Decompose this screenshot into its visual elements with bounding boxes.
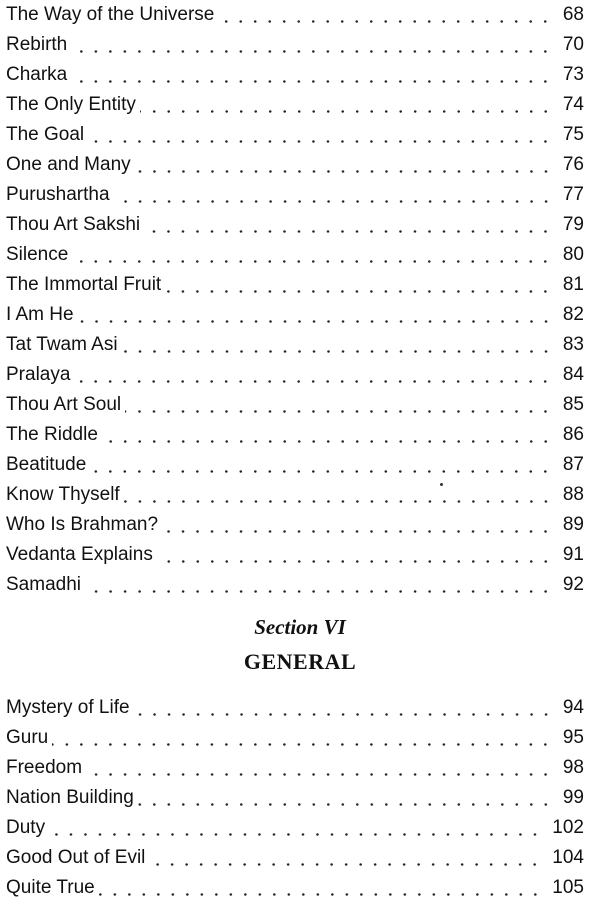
toc-entry-page-number: 75 [562,124,584,145]
toc-entry-title: Mystery of Life [6,697,130,718]
toc-entry-page-number: 94 [562,697,584,718]
dot-leader [125,410,553,413]
dot-leader [71,50,553,53]
dot-leader [144,230,553,233]
toc-entry [6,540,584,570]
dot-leader [162,530,553,533]
toc-entry [6,120,584,150]
toc-entry-page-number: 104 [552,847,584,868]
toc-entry-page-number: 102 [552,817,584,838]
toc-list-lower [6,693,584,903]
toc-entry-title: Nation Building [6,787,134,808]
dot-leader [114,200,553,203]
toc-entry-page-number: 92 [562,574,584,595]
toc-entry-page-number: 81 [562,274,584,295]
toc-entry [6,60,584,90]
toc-entry [6,270,584,300]
dot-leader [74,380,552,383]
toc-entry-title: Vedanta Explains [6,544,153,565]
toc-entry [6,510,584,540]
toc-entry-title: Quite True [6,877,95,898]
toc-entry [6,30,584,60]
toc-entry-title: The Riddle [6,424,98,445]
toc-entry [6,0,584,30]
dot-leader [85,590,553,593]
section-label: Section VI [254,615,346,639]
toc-entry-page-number: 85 [562,394,584,415]
toc-entry-title: Purushartha [6,184,110,205]
toc-entry-title: One and Many [6,154,131,175]
toc-entry-title: Samadhi [6,574,81,595]
toc-entry-page-number: 91 [562,544,584,565]
dot-leader [102,440,553,443]
toc-entry-title: Silence [6,244,69,265]
dot-leader [165,290,553,293]
print-speck [440,483,443,486]
toc-entry [6,180,584,210]
toc-entry-page-number: 84 [562,364,584,385]
toc-entry-page-number: 89 [562,514,584,535]
toc-entry-page-number: 88 [562,484,584,505]
toc-entry [6,420,584,450]
toc-entry [6,693,584,723]
toc-entry-title: Thou Art Soul [6,394,122,415]
toc-entry [6,783,584,813]
toc-entry [6,300,584,330]
dot-leader [134,713,553,716]
toc-entry-title: Guru [6,727,49,748]
toc-entry-title: I Am He [6,304,74,325]
toc-entry-title: Duty [6,817,46,838]
toc-entry-page-number: 105 [552,877,584,898]
dot-leader [157,560,553,563]
toc-entry [6,480,584,510]
toc-entry [6,150,584,180]
dot-leader [149,863,542,866]
toc-entry [6,843,584,873]
toc-entry-page-number: 70 [562,34,584,55]
toc-entry [6,813,584,843]
toc-entry [6,390,584,420]
toc-entry-title: Good Out of Evil [6,847,146,868]
toc-entry-page-number: 83 [562,334,584,355]
toc-entry-title: Freedom [6,757,83,778]
dot-leader [71,80,553,83]
toc-entry-page-number: 95 [562,727,584,748]
toc-entry-title: Who Is Brahman? [6,514,159,535]
toc-entry-title: Thou Art Sakshi [6,214,141,235]
toc-entry [6,240,584,270]
toc-entry-title: Pralaya [6,364,71,385]
dot-leader [52,743,553,746]
toc-entry-page-number: 76 [562,154,584,175]
toc-entry-page-number: 87 [562,454,584,475]
dot-leader [124,500,553,503]
toc-entry [6,210,584,240]
dot-leader [99,893,543,896]
dot-leader [88,140,553,143]
toc-list-upper [6,0,584,600]
dot-leader [122,350,553,353]
dot-leader [218,20,552,23]
dot-leader [78,320,553,323]
toc-entry-page-number: 82 [562,304,584,325]
toc-entry [6,360,584,390]
toc-entry-title: The Goal [6,124,85,145]
section-title: GENERAL [243,649,357,674]
toc-entry [6,723,584,753]
dot-leader [138,803,553,806]
toc-entry-page-number: 86 [562,424,584,445]
toc-entry [6,873,584,903]
dot-leader [49,833,542,836]
dot-leader [90,470,553,473]
toc-entry-page-number: 79 [562,214,584,235]
toc-entry [6,450,584,480]
toc-entry [6,90,584,120]
toc-entry-page-number: 98 [562,757,584,778]
dot-leader [86,773,553,776]
toc-entry-title: Charka [6,64,68,85]
toc-entry-title: The Only Entity [6,94,136,115]
toc-entry-title: Rebirth [6,34,68,55]
dot-leader [140,110,553,113]
toc-entry-title: Beatitude [6,454,87,475]
toc-entry-title: The Immortal Fruit [6,274,162,295]
toc-entry-page-number: 80 [562,244,584,265]
toc-entry-title: The Way of the Universe [6,4,215,25]
toc-entry-page-number: 99 [562,787,584,808]
toc-entry-page-number: 73 [562,64,584,85]
toc-entry [6,753,584,783]
dot-leader [135,170,553,173]
toc-entry [6,330,584,360]
toc-entry-page-number: 68 [562,4,584,25]
toc-entry-title: Tat Twam Asi [6,334,118,355]
toc-entry-title: Know Thyself [6,484,120,505]
toc-entry-page-number: 77 [562,184,584,205]
toc-entry-page-number: 74 [562,94,584,115]
toc-entry [6,570,584,600]
dot-leader [72,260,553,263]
